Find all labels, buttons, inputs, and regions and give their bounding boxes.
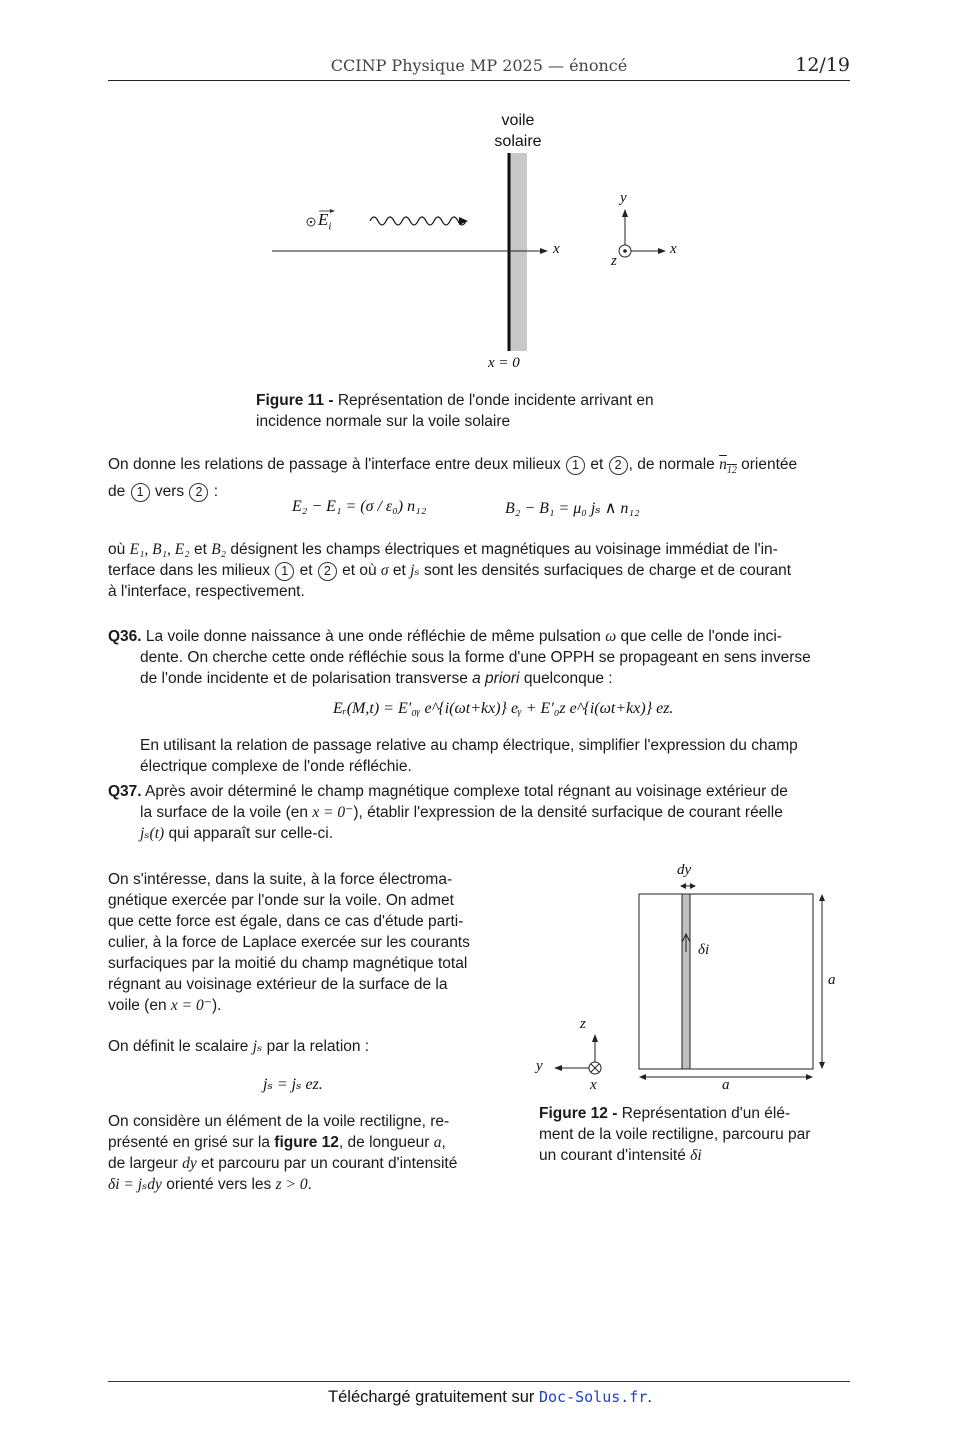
intro-text-1a: On donne les relations de passage à l'interface entre deux milieux (108, 456, 566, 473)
q36-line-4: En utilisant la relation de passage relative au champ électrique, simplifier l'expression du champ (140, 737, 798, 754)
intro-line-1 (108, 454, 853, 481)
axes-y-arrowhead (622, 209, 628, 217)
fig12-dy-label: dy (677, 862, 692, 878)
figure-12-diagram (540, 862, 840, 1092)
normal-vector-letter: n (719, 456, 727, 473)
definitions-line-3: à l'interface, respectivement. (108, 583, 305, 600)
def-text-2e: sont les densités surfaciques de charge et de courant (419, 562, 792, 579)
def-text-1a: où (108, 541, 130, 558)
voile-label-line2: solaire (494, 133, 542, 150)
q36-apriori: a priori (472, 670, 520, 687)
q36-line-2: dente. On cherche cette onde réfléchie sous la forme d'une OPPH se propageant en sens inverse (140, 649, 811, 666)
p1-last-b: ). (211, 997, 222, 1014)
voile-element-square (639, 894, 813, 1069)
q37-js: jₛ(t) (140, 825, 165, 842)
question-36 (108, 626, 853, 689)
q37-label: Q37. (108, 783, 142, 800)
definitions-line-2 (108, 560, 853, 581)
q36-instruction (140, 735, 853, 777)
p3-text-2b: , de longueur (338, 1134, 434, 1151)
p1-line: On s'intéresse, dans la suite, à la force électroma- (108, 871, 453, 888)
intro-text-1c: , de normale (628, 456, 720, 473)
p3-line-4 (108, 1174, 494, 1195)
milieu-1-badge-3: 1 (275, 562, 294, 581)
p3-text-3a: de largeur (108, 1155, 183, 1172)
relation-b: B₂ − B₁ = μ₀ jₛ ∧ n₁₂ (505, 500, 640, 517)
voile-label-line1: voile (501, 112, 535, 129)
page-header (108, 54, 850, 81)
fig12-z-arrowhead (592, 1034, 598, 1042)
dy-arrow-right (690, 883, 696, 889)
q36-omega: ω (605, 628, 617, 645)
p1-last-math: x = 0⁻ (170, 997, 212, 1014)
def-et: et (189, 541, 212, 558)
a-bottom-arrow-right (806, 1074, 813, 1080)
def-b2: B₂ (211, 541, 227, 558)
p3-line-1: On considère un élément de la voile rectiligne, re- (108, 1113, 450, 1130)
def-text-2b: et (295, 562, 317, 579)
fig12-caption-line-2: ment de la voile rectiligne, parcouru par (539, 1126, 811, 1143)
footer-end: . (647, 1388, 652, 1406)
fig12-a-right-label: a (828, 972, 836, 988)
footer-divider (108, 1381, 850, 1382)
a-bottom-arrow-left (639, 1074, 646, 1080)
incident-wave (370, 217, 466, 225)
p3-z: z > 0 (275, 1176, 308, 1193)
intro-line-2 (108, 481, 853, 502)
left-column-paragraph-3 (108, 1111, 494, 1195)
fig12-y-label: y (536, 1058, 543, 1074)
p1-line: surfaciques par la moitié du champ magnétique total (108, 955, 468, 972)
q36-equation: Eᵣ(M,t) = E′₀ᵧ e^{i(ωt+kx)} eᵧ + E′₀z e^{i(ωt+kx)} ez. (333, 700, 674, 717)
q37-line-1 (108, 781, 853, 802)
milieu-2-badge-3: 2 (318, 562, 337, 581)
intro-text-1d: orientée (736, 456, 798, 473)
normal-vector (719, 456, 737, 477)
p3-text-4c: . (307, 1176, 312, 1193)
figure-11-caption (256, 390, 726, 432)
q36-text-3a: de l'onde incidente et de polarisation transverse (140, 670, 473, 687)
def-text-2c: et où (337, 562, 381, 579)
p1-line: culier, à la force de Laplace exercée sur les courants (108, 934, 470, 951)
fig12-di-label: δi (698, 942, 710, 958)
x-zero-label: x = 0 (488, 355, 520, 371)
axes-z-label: z (611, 253, 617, 269)
p1-lines (108, 869, 494, 995)
p3-figure-ref: figure 12 (274, 1134, 339, 1151)
p1-last-a: voile (en (108, 997, 171, 1014)
figure-12-caption (539, 1103, 839, 1166)
p1-line: que cette force est égale, dans ce cas d'étude parti- (108, 913, 464, 930)
p3-text-2c: , (441, 1134, 446, 1151)
normal-vector-sub: 12 (726, 465, 737, 477)
p3-dy: dy (182, 1155, 197, 1172)
ei-label-sub: i (328, 220, 332, 233)
intro-text-2a: de (108, 483, 130, 501)
p3-a: a (433, 1134, 442, 1151)
figure-11-caption-label: Figure 11 - (256, 392, 334, 409)
doc-solus-link[interactable]: Doc-Solus.fr (538, 1388, 648, 1406)
q36-text-1b: que celle de l'onde inci- (616, 628, 782, 645)
question-37 (108, 781, 853, 844)
axes-z-out-dot (623, 249, 627, 253)
def-vars: E₁, B₁, E₂ (129, 541, 190, 558)
axes-y-label: y (620, 190, 627, 206)
fig12-caption-di: δi (690, 1147, 702, 1164)
p2-js: jₛ (252, 1038, 263, 1055)
fig12-y-arrowhead (554, 1065, 562, 1071)
current-strip (682, 894, 690, 1069)
dy-arrow-left (680, 883, 686, 889)
figure-11-caption-line1: Représentation de l'onde incidente arrivant en (333, 392, 654, 409)
page-footer (0, 1388, 980, 1407)
q37-x0: x = 0⁻ (312, 804, 354, 821)
a-right-arrow-bottom (819, 1062, 825, 1069)
q36-text-3b: quelconque : (519, 670, 613, 687)
relation-e: E₂ − E₁ = (σ / ε₀) n₁₂ (292, 498, 427, 515)
p2-text-b: par la relation : (262, 1038, 370, 1055)
def-js: jₛ (410, 562, 420, 579)
q36-line-3 (108, 668, 853, 689)
fig12-caption-text-1: Représentation d'un élé- (617, 1105, 791, 1122)
intro-paragraph (108, 454, 853, 502)
fig12-caption-label: Figure 12 - (539, 1105, 618, 1122)
p1-line: régnant au voisinage extérieur de la surface de la (108, 976, 448, 993)
definitions-line-1 (108, 539, 853, 560)
p2-text-a: On définit le scalaire (108, 1038, 253, 1055)
p3-text-2a: présenté en grisé sur la (108, 1134, 275, 1151)
figure-11-caption-line2: incidence normale sur la voile solaire (256, 413, 511, 430)
p3-di: δi = jₛdy (108, 1176, 162, 1193)
fig12-caption-line-3 (539, 1145, 839, 1166)
axes-x-label: x (670, 241, 677, 257)
a-right-arrow-top (819, 894, 825, 901)
q36-label: Q36. (108, 628, 142, 645)
q37-text-2b: ), établir l'expression de la densité surfacique de courant réelle (353, 804, 783, 821)
fig12-caption-line-1 (539, 1103, 839, 1124)
q37-line-3 (108, 823, 853, 844)
p3-text-3b: et parcouru par un courant d'intensité (196, 1155, 458, 1172)
q37-text-1: Après avoir déterminé le champ magnétique complexe total régnant au voisinage extérieur de (141, 783, 788, 800)
left-column-paragraph-1 (108, 869, 494, 1016)
def-text-2d: et (388, 562, 411, 579)
ei-out-of-plane-dot (310, 221, 312, 223)
definitions-paragraph (108, 539, 853, 602)
left-column-paragraph-2 (108, 1036, 494, 1057)
q37-line-2 (108, 802, 853, 823)
p3-line-2 (108, 1132, 494, 1153)
def-text-1b: désignent les champs électriques et magnétiques au voisinage immédiat de l'in- (226, 541, 778, 558)
milieu-2-badge-2: 2 (189, 483, 208, 502)
figure-11-diagram (260, 145, 700, 380)
footer-text: Téléchargé gratuitement sur (328, 1388, 539, 1406)
x-axis-arrowhead (540, 248, 548, 254)
intro-text-2c: : (209, 483, 219, 501)
q37-text-3b: qui apparaît sur celle-ci. (164, 825, 334, 842)
milieu-1-badge: 1 (566, 456, 585, 475)
voile-solaire (509, 153, 527, 351)
def-text-2a: terface dans les milieux (108, 562, 275, 579)
def-sigma: σ (380, 562, 389, 579)
p1-line: gnétique exercée par l'onde sur la voile. On admet (108, 892, 454, 909)
axes-x-arrowhead (658, 248, 666, 254)
milieu-2-badge: 2 (609, 456, 628, 475)
ei-label (318, 210, 331, 232)
p1-last-line (108, 995, 494, 1016)
fig12-x-label: x (590, 1077, 597, 1093)
q37-text-2a: la surface de la voile (en (140, 804, 313, 821)
page-number: 12/19 (795, 54, 850, 76)
ei-label-letter: E (318, 210, 329, 229)
q36-text-1a: La voile donne naissance à une onde réfléchie de même pulsation (141, 628, 606, 645)
fig12-a-bottom-label: a (722, 1077, 730, 1093)
js-definition-equation: jₛ = jₛ ez. (263, 1076, 323, 1093)
q36-line-5: électrique complexe de l'onde réfléchie. (140, 758, 412, 775)
p3-text-4b: orienté vers les (161, 1176, 276, 1193)
fig12-z-label: z (580, 1016, 586, 1032)
milieu-1-badge-2: 1 (131, 483, 150, 502)
p3-line-3 (108, 1153, 494, 1174)
header-title: CCINP Physique MP 2025 — énoncé (330, 56, 628, 75)
intro-text-2b: vers (150, 483, 189, 501)
fig12-caption-text-3: un courant d'intensité (539, 1147, 691, 1164)
x-axis-label: x (553, 241, 560, 257)
q36-line-1 (108, 626, 853, 647)
intro-text-1b: et (586, 456, 608, 473)
